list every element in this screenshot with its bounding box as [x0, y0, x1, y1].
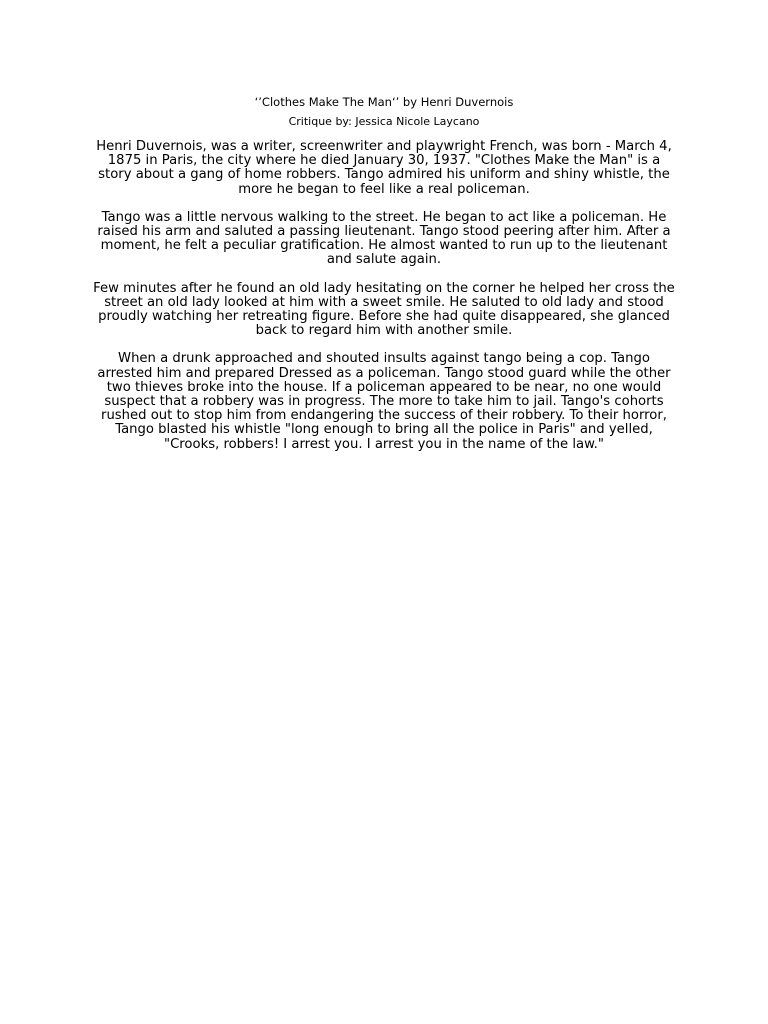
- document-body: [92, 94, 676, 466]
- critique-byline: Critique by: Jessica Nicole Laycano: [288, 115, 480, 128]
- paragraph-old-lady: Few minutes after he found an old lady hesitating on the corner he helped her cross the street an old lady looked at him with a sweet smile. He saluted to old lady and stood proudly watching her retreating figure. Before she had quite disappeared, she glanced back to regard him with another smile.: [93, 280, 675, 339]
- paragraph-drunk: When a drunk approached and shouted insults against tango being a cop. Tango arrested him and prepared Dressed as a policeman. Tango stood guard while the other two thieves broke into the house. If a policeman appeared to be near, no one would suspect that a robbery was in progress. The more to take him to jail. Tango's cohorts rushed out to stop him from endangering the success of their robbery. To their horror, Tango blasted his whistle "long enough to bring all the police in Paris" and yelled, "Crooks, robbers! I arrest you. I arrest you in the name of the law.": [97, 351, 671, 452]
- paragraph-walking: Tango was a little nervous walking to the street. He began to act like a policeman. He raised his arm and saluted a passing lieutenant. Tango stood peering after him. After a moment, he felt a peculiar gratification. He almost wanted to run up to the lieutenant and salute again.: [97, 209, 671, 268]
- document-title: ‘’Clothes Make The Man‘’ by Henri Duvernois: [254, 95, 514, 109]
- paragraph-intro: Henri Duvernois, was a writer, screenwriter and playwright French, was born - March 4, 1875 in Paris, the city where he died January 30, 1937. "Clothes Make the Man" is a story about a gang of home robbers. Tango admired his uniform and shiny whistle, the more he began to feel like a real policeman.: [96, 139, 672, 197]
